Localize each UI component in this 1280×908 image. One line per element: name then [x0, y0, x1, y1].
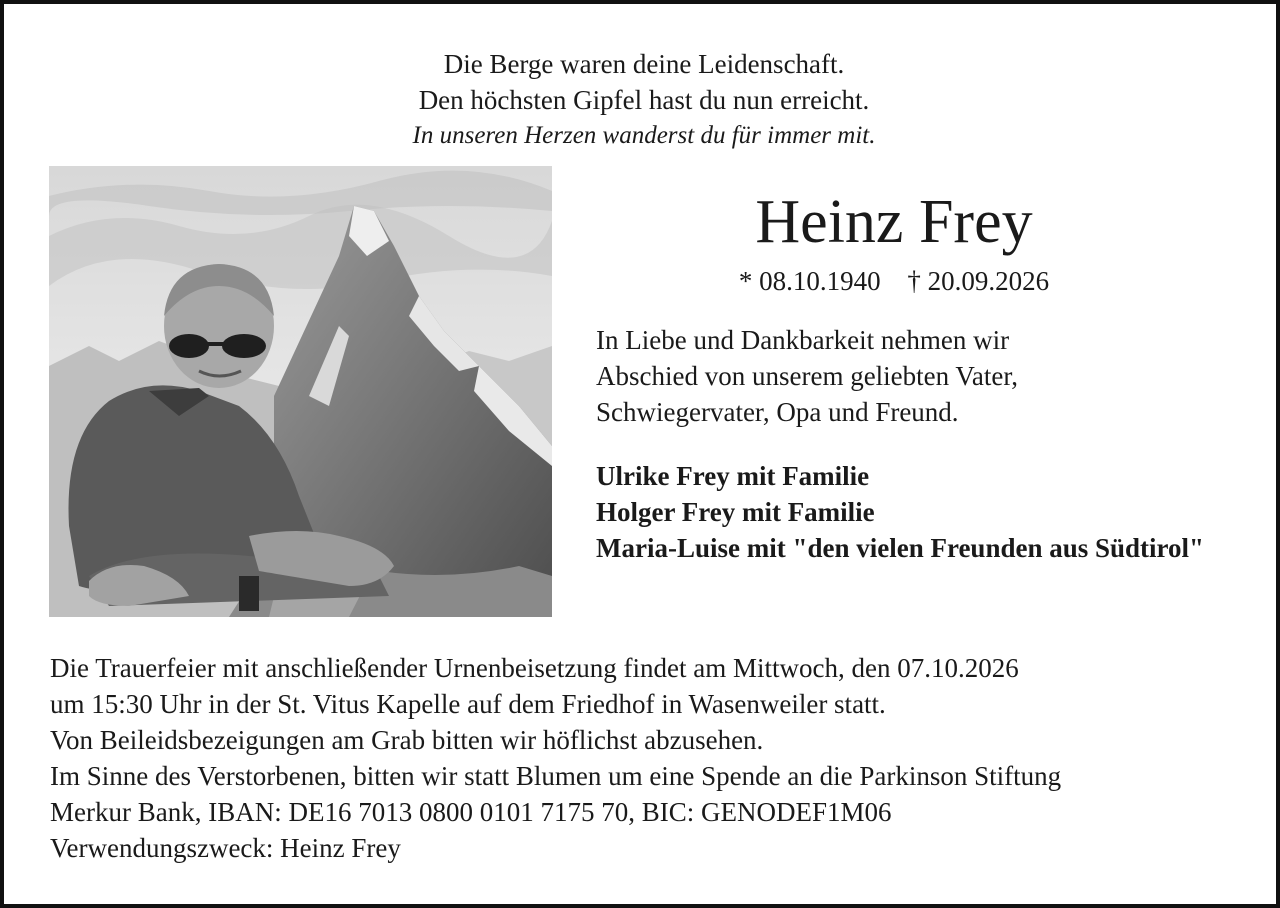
- mourner: Holger Frey mit Familie: [596, 497, 875, 527]
- info-line: Im Sinne des Verstorbenen, bitten wir statt Blumen um eine Spende an die Parkinson Stiftung: [50, 761, 1062, 791]
- deceased-name: Heinz Frey: [755, 188, 1033, 256]
- service-information: [50, 650, 1250, 866]
- info-line: Von Beileidsbezeigungen am Grab bitten wir höflichst abzusehen.: [50, 725, 764, 755]
- mourner: Maria-Luise mit "den vielen Freunden aus Südtirol": [596, 533, 1205, 563]
- portrait-photo: [49, 166, 552, 617]
- motto-line-1: Die Berge waren deine Leidenschaft.: [443, 49, 845, 79]
- mourner: Ulrike Frey mit Familie: [596, 461, 870, 491]
- mourners-list: [596, 458, 1236, 566]
- farewell-line: In Liebe und Dankbarkeit nehmen wir: [596, 325, 1010, 355]
- motto-line-2: Den höchsten Gipfel hast du nun erreicht.: [418, 85, 870, 115]
- info-line: Die Trauerfeier mit anschließender Urnenbeisetzung findet am Mittwoch, den 07.10.2026: [50, 653, 1019, 683]
- death-date: † 20.09.2026: [907, 266, 1050, 296]
- birth-date: * 08.10.1940: [738, 266, 881, 296]
- bank-details: Merkur Bank, IBAN: DE16 7013 0800 0101 7175 70, BIC: GENODEF1M06: [50, 797, 892, 827]
- farewell-text: [596, 322, 1236, 430]
- life-dates: [594, 264, 1194, 298]
- motto-line-3: In unseren Herzen wanderst du für immer mit.: [412, 122, 876, 149]
- farewell-line: Abschied von unserem geliebten Vater,: [596, 361, 1019, 391]
- farewell-line: Schwiegervater, Opa und Freund.: [596, 397, 959, 427]
- motto: [4, 46, 1280, 154]
- portrait-mountain-photo-icon: [49, 166, 552, 617]
- payment-reference: Verwendungszweck: Heinz Frey: [50, 833, 401, 863]
- info-line: um 15:30 Uhr in der St. Vitus Kapelle auf dem Friedhof in Wasenweiler statt.: [50, 689, 886, 719]
